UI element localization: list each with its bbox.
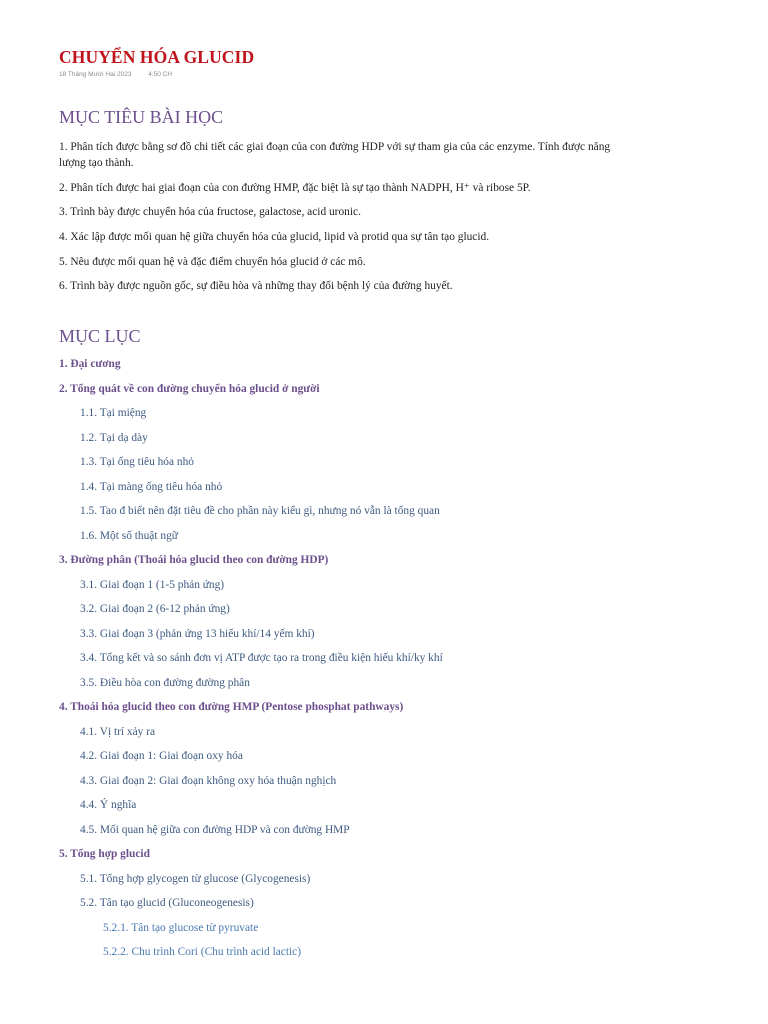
toc-link[interactable]: 3.3. Giai đoạn 3 (phản ứng 13 hiếu khí/14 yếm khí) [80, 627, 315, 640]
toc-item-level-2[interactable] [59, 626, 699, 651]
toc-link[interactable]: 1.4. Tại màng ống tiêu hóa nhỏ [80, 480, 223, 493]
objective-item: 1. Phân tích được bằng sơ đồ chi tiết các giai đoạn của con đường HDP với sự tham gia của các enzyme. Tính được năng lượng tạo thành. [59, 141, 611, 169]
toc-link[interactable]: 5. Tổng hợp glucid [59, 848, 150, 860]
toc-link[interactable]: 1.1. Tại miệng [80, 407, 147, 419]
toc-link[interactable]: 4.2. Giai đoạn 1: Giai đoạn oxy hóa [80, 750, 243, 762]
toc-link[interactable]: 4. Thoái hóa glucid theo con đường HMP (Pentose phosphat pathways) [59, 701, 404, 713]
toc-item-level-3[interactable] [59, 920, 699, 945]
toc-item-level-2[interactable] [59, 822, 699, 847]
toc-link[interactable]: 4.5. Mối quan hệ giữa con đường HDP và con đường HMP [80, 823, 350, 836]
toc-item-level-2[interactable] [59, 773, 699, 798]
objective-item: 4. Xác lập được mối quan hệ giữa chuyển hóa của glucid, lipid và protid qua sự tân tạo glucid. [59, 231, 490, 244]
toc-item-level-3[interactable] [59, 944, 699, 969]
toc-item-level-2[interactable] [59, 454, 699, 479]
toc-item-level-2[interactable] [59, 577, 699, 602]
toc-item-level-2[interactable] [59, 405, 699, 430]
toc-item-level-2[interactable] [59, 479, 699, 504]
toc-item-level-1[interactable] [59, 552, 699, 577]
toc-item-level-2[interactable] [59, 503, 699, 528]
toc-item-level-1[interactable] [59, 381, 699, 406]
toc-item-level-1[interactable] [59, 846, 699, 871]
table-of-contents [59, 356, 699, 969]
objectives-list [59, 139, 619, 303]
toc-link[interactable]: 1.3. Tại ống tiêu hóa nhỏ [80, 456, 194, 468]
toc-link[interactable]: 4.3. Giai đoạn 2: Giai đoạn không oxy hóa thuận nghịch [80, 774, 337, 787]
objective-item: 6. Trình bày được nguồn gốc, sự điều hòa và những thay đổi bệnh lý của đường huyết. [59, 280, 453, 293]
objective-item: 2. Phân tích được hai giai đoạn của con đường HMP, đặc biệt là sự tạo thành NADPH, H⁺ và ribose 5P. [59, 181, 531, 194]
toc-link[interactable]: 5.1. Tổng hợp glycogen từ glucose (Glycogenesis) [80, 872, 311, 885]
toc-item-level-1[interactable] [59, 356, 699, 381]
post-meta [59, 71, 172, 78]
toc-link[interactable]: 5.2.1. Tân tạo glucose từ pyruvate [103, 921, 259, 934]
objective-item: 3. Trình bày được chuyển hóa của fructose, galactose, acid uronic. [59, 206, 361, 219]
toc-item-level-2[interactable] [59, 871, 699, 896]
document-title: CHUYỂN HÓA GLUCID [59, 47, 255, 67]
toc-item-level-2[interactable] [59, 601, 699, 626]
toc-link[interactable]: 3.5. Điều hòa con đường đường phân [80, 676, 250, 689]
toc-heading: MỤC LỤC [59, 326, 141, 346]
toc-item-level-2[interactable] [59, 650, 699, 675]
toc-item-level-2[interactable] [59, 430, 699, 455]
toc-item-level-2[interactable] [59, 724, 699, 749]
toc-link[interactable]: 1.6. Một số thuật ngữ [80, 529, 178, 542]
toc-link[interactable]: 4.1. Vị trí xảy ra [80, 725, 156, 738]
toc-item-level-2[interactable] [59, 675, 699, 700]
toc-link[interactable]: 3.4. Tổng kết và so sánh đơn vị ATP được tạo ra trong điều kiện hiếu khí/ky khí [80, 652, 443, 664]
toc-link[interactable]: 2. Tổng quát về con đường chuyển hóa glucid ở người [59, 382, 320, 395]
toc-link[interactable]: 1.5. Tao đ biết nên đặt tiêu đề cho phần này kiểu gì, nhưng nó vẫn là tổng quan [80, 505, 440, 517]
objective-item: 5. Nêu được mối quan hệ và đặc điểm chuyển hóa glucid ở các mô. [59, 255, 366, 268]
toc-link[interactable]: 3.2. Giai đoạn 2 (6-12 phản ứng) [80, 603, 230, 615]
toc-item-level-1[interactable] [59, 699, 699, 724]
toc-link[interactable]: 1. Đại cương [59, 358, 121, 370]
objectives-heading: MỤC TIÊU BÀI HỌC [59, 107, 224, 127]
post-time: 4:50 CH [148, 71, 173, 78]
toc-link[interactable]: 4.4. Ý nghĩa [80, 799, 137, 811]
post-date: 18 Tháng Mười Hai 2023 [59, 71, 132, 78]
toc-link[interactable]: 1.2. Tại dạ dày [80, 431, 148, 444]
toc-link[interactable]: 5.2. Tân tạo glucid (Gluconeogenesis) [80, 897, 254, 909]
toc-link[interactable]: 5.2.2. Chu trình Cori (Chu trình acid lactic) [103, 946, 302, 958]
toc-item-level-2[interactable] [59, 895, 699, 920]
toc-link[interactable]: 3. Đường phân (Thoái hóa glucid theo con đường HDP) [59, 554, 329, 566]
toc-item-level-2[interactable] [59, 748, 699, 773]
toc-link[interactable]: 3.1. Giai đoạn 1 (1-5 phản ứng) [80, 578, 225, 591]
toc-item-level-2[interactable] [59, 797, 699, 822]
toc-item-level-2[interactable] [59, 528, 699, 553]
